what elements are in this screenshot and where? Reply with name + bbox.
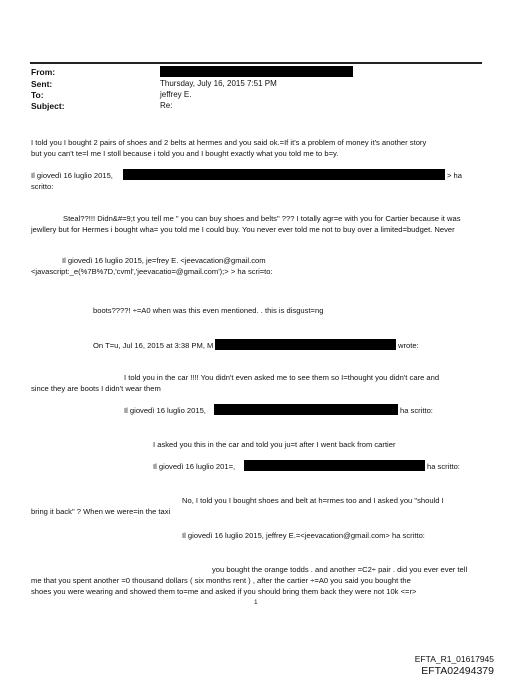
subject-label: Subject: <box>31 101 65 111</box>
body-line: but you can't te=l me I stoll because i told you and I bought exactly what you told me to b=y. <box>31 149 339 158</box>
quote-header: <javascript:_e(%7B%7D,'cvml','jeevacatio=@gmail.com');> > ha scri=to: <box>31 267 273 276</box>
subject-value: Re: <box>160 101 173 110</box>
sent-value: Thursday, July 16, 2015 7:51 PM <box>160 79 277 88</box>
redaction-sender <box>244 460 425 471</box>
page-number: 1 <box>254 599 258 606</box>
quote-header-suffix: wrote: <box>398 341 419 350</box>
redaction-sender <box>123 169 445 180</box>
quote-header: Il giovedì 16 luglio 2015, jeffrey E.=<jeevacation@gmail.com> ha scritto: <box>182 531 425 540</box>
body-line: me that you spent another =0 thousand dollars ( six months rent ) , after the cartier ÷=A0 you said you bought the <box>31 576 411 585</box>
header-top-rule <box>30 62 482 64</box>
from-label: From: <box>31 67 56 77</box>
quote-header-suffix: ha scritto: <box>400 406 433 415</box>
quote-header-suffix: ha scritto: <box>427 462 460 471</box>
redaction-sender <box>215 339 396 350</box>
quote-header: On T=u, Jul 16, 2015 at 3:38 PM, M <box>93 341 214 350</box>
quote-header: Il giovedì 16 luglio 2015, je=frey E. <jeevacation@gmail.com <box>62 256 266 265</box>
body-line: bring it back" ? When we were=in the taxi <box>31 507 171 516</box>
body-line: boots????! ÷=A0 when was this even mentioned. . this is disgust=ng <box>93 306 324 315</box>
to-label: To: <box>31 90 44 100</box>
body-line: No, I told you I bought shoes and belt at h=rmes too and I asked you "should I <box>182 496 444 505</box>
redaction-from <box>160 66 353 77</box>
bates-number-secondary: EFTA02494379 <box>421 665 494 677</box>
quote-header: scritto: <box>31 182 54 191</box>
body-line: since they are boots I didn't wear them <box>31 384 161 393</box>
quote-header: Il giovedì 16 luglio 2015, <box>31 171 113 180</box>
to-value: jeffrey E. <box>160 90 192 99</box>
quote-header: Il giovedì 16 luglio 2015, <box>124 406 206 415</box>
bates-number-primary: EFTA_R1_01617945 <box>414 654 494 664</box>
redaction-sender <box>214 404 398 415</box>
body-line: I told you I bought 2 pairs of shoes and 2 belts at hermes and you said ok.=If it's a problem of money it's another story <box>31 138 427 147</box>
quote-header-suffix: > ha <box>447 171 462 180</box>
body-line: I asked you this in the car and told you ju=t after I went back from cartier <box>153 440 396 449</box>
body-line: shoes you were wearing and showed them to=me and asked if you should bring them back they were not 10k <=r> <box>31 587 417 596</box>
body-line: you bought the orange todds . and another =C2÷ pair . did you ever ever tell <box>212 565 468 574</box>
quote-header: Il giovedì 16 luglio 201=, <box>153 462 236 471</box>
body-line: I told you in the car !!!! You didn't even asked me to see them so I=thought you didn't care and <box>124 373 440 382</box>
sent-label: Sent: <box>31 79 53 89</box>
body-paragraph: Steal??!!! Didn&#=9;t you tell me " you can buy shoes and belts" ??? I totally agr=e with you for Cartier because it was jewllery but for Hermes i bought wha= you told me I could buy. You never ever told me not to buy over a limited=budget. Never <box>31 214 461 234</box>
